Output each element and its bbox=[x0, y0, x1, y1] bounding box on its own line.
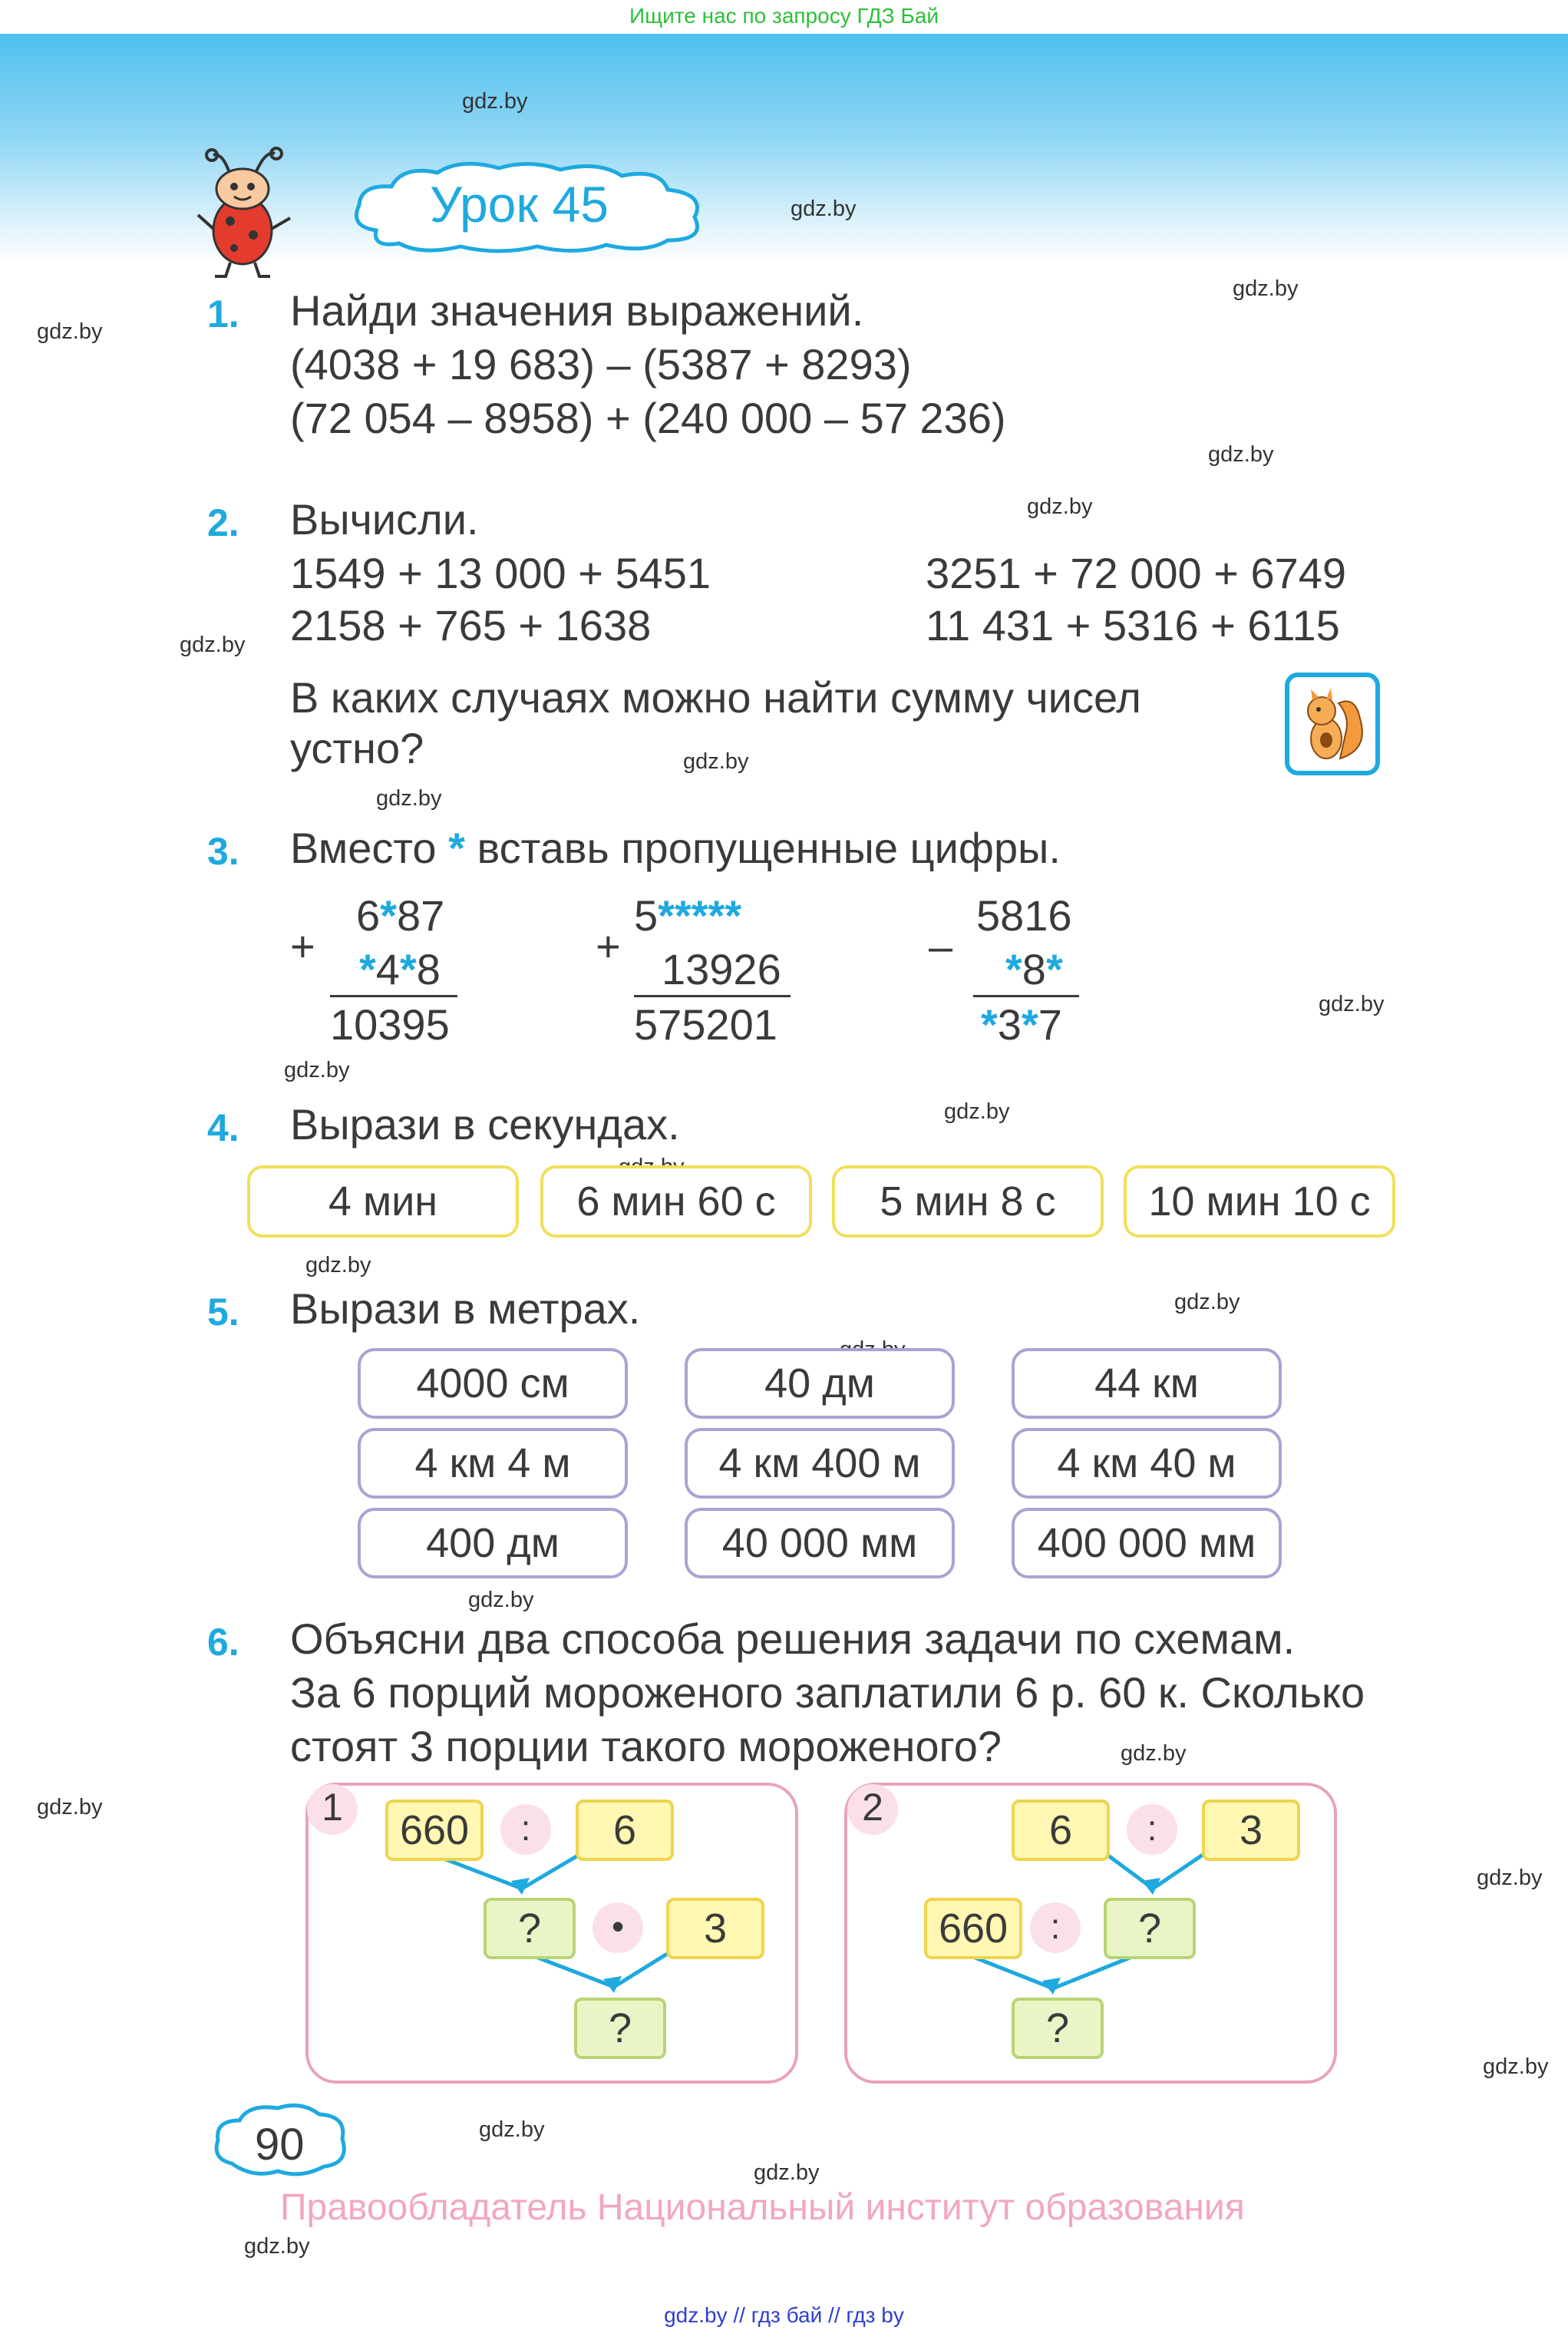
column-1-row-1: 6*87 bbox=[356, 891, 445, 940]
scheme-1-label: 1 bbox=[307, 1784, 358, 1835]
watermark: gdz.by bbox=[1483, 2054, 1549, 2079]
footer-links bbox=[0, 2303, 1568, 2328]
watermark: gdz.by bbox=[791, 197, 857, 221]
task-3-text bbox=[290, 823, 1061, 873]
watermark: gdz.by bbox=[683, 749, 749, 774]
meters-item: 40 дм bbox=[685, 1348, 955, 1419]
watermark: gdz.by bbox=[376, 786, 442, 811]
task-6-number: 6. bbox=[207, 1621, 239, 1664]
seconds-item: 6 мин 60 с bbox=[540, 1165, 812, 1238]
seconds-item: 10 мин 10 с bbox=[1124, 1165, 1395, 1238]
column-3-row-2: *8* bbox=[1005, 945, 1063, 993]
watermark: gdz.by bbox=[37, 1795, 103, 1819]
scheme-1-box-c: ? bbox=[484, 1898, 576, 1959]
watermark: gdz.by bbox=[1319, 992, 1385, 1016]
column-3-result: *3*7 bbox=[981, 1000, 1062, 1049]
task-4-text: Вырази в секундах. bbox=[290, 1100, 680, 1149]
scheme-2-box-e: ? bbox=[1012, 1998, 1104, 2059]
task-2-expression-a1: 1549 + 13 000 + 5451 bbox=[290, 549, 711, 597]
meters-item: 4000 см bbox=[358, 1348, 628, 1419]
task-2-number: 2. bbox=[207, 501, 239, 544]
task-6-line-2: За 6 порций мороженого заплатили 6 р. 60 к. Сколько bbox=[290, 1668, 1365, 1717]
lesson-title: Урок 45 bbox=[430, 176, 609, 233]
column-1-plus-sign: + bbox=[290, 922, 315, 970]
meters-item: 40 000 мм bbox=[685, 1508, 955, 1578]
task-2-expression-a2: 2158 + 765 + 1638 bbox=[290, 601, 652, 649]
watermark: gdz.by bbox=[479, 2117, 545, 2142]
watermark: gdz.by bbox=[305, 1253, 371, 1277]
scheme-2-box-d: ? bbox=[1104, 1898, 1196, 1959]
task-3-text-before: Вместо bbox=[290, 824, 437, 872]
scheme-2-box-a: 6 bbox=[1012, 1800, 1110, 1861]
task-5-text: Вырази в метрах. bbox=[290, 1284, 641, 1333]
scheme-2-box-b: 3 bbox=[1202, 1800, 1300, 1861]
watermark: gdz.by bbox=[1174, 1290, 1240, 1314]
scheme-1-operator-1: : bbox=[500, 1804, 551, 1855]
scheme-1-box-d: 3 bbox=[666, 1898, 764, 1959]
scheme-2-operator-2: : bbox=[1030, 1902, 1081, 1953]
footer-link-gdz-by-cyr[interactable]: гдз by bbox=[846, 2303, 904, 2327]
task-1-number: 1. bbox=[207, 292, 239, 335]
scheme-1-box-a: 660 bbox=[385, 1800, 484, 1861]
column-1-row-2: *4*8 bbox=[359, 945, 441, 993]
meters-item: 44 км bbox=[1012, 1348, 1282, 1419]
page-number: 90 bbox=[255, 2120, 305, 2170]
watermark: gdz.by bbox=[754, 2160, 820, 2185]
scheme-2-label: 2 bbox=[847, 1784, 898, 1835]
meters-item: 400 дм bbox=[358, 1508, 628, 1578]
watermark: gdz.by bbox=[1121, 1741, 1187, 1766]
task-6-line-3: стоят 3 порции такого мороженого? bbox=[290, 1722, 1002, 1770]
scheme-1-box-b: 6 bbox=[576, 1800, 674, 1861]
task-2-text: Вычисли. bbox=[290, 495, 479, 544]
watermark: gdz.by bbox=[1027, 494, 1093, 519]
watermark: gdz.by bbox=[284, 1058, 350, 1082]
column-2-plus-sign: + bbox=[596, 922, 621, 970]
seconds-item: 5 мин 8 с bbox=[832, 1165, 1104, 1238]
watermark: gdz.by bbox=[180, 633, 246, 657]
meters-item: 4 км 40 м bbox=[1012, 1428, 1282, 1499]
footer-separator: // bbox=[828, 2303, 840, 2327]
task-2-expression-b1: 3251 + 72 000 + 6749 bbox=[926, 549, 1347, 597]
task-3-number: 3. bbox=[207, 830, 239, 873]
watermark: gdz.by bbox=[1233, 276, 1299, 301]
squirrel-hint-icon bbox=[1285, 673, 1380, 775]
seconds-item: 4 мин bbox=[247, 1165, 519, 1238]
footer-link-gdz-by[interactable]: gdz.by bbox=[664, 2303, 728, 2327]
task-1-expression-1: (4038 + 19 683) – (5387 + 8293) bbox=[290, 340, 912, 388]
column-3-row-1: 5816 bbox=[976, 891, 1072, 940]
task-2-question-line-2: устно? bbox=[290, 724, 424, 772]
column-2-result: 575201 bbox=[634, 1000, 777, 1049]
watermark: gdz.by bbox=[944, 1099, 1010, 1124]
column-2-row-2: 13926 bbox=[662, 945, 781, 993]
column-1-result: 10395 bbox=[330, 1000, 450, 1049]
scheme-1-box-e: ? bbox=[574, 1998, 666, 2059]
footer-separator: // bbox=[733, 2303, 745, 2327]
meters-item: 4 км 4 м bbox=[358, 1428, 628, 1499]
column-2-divider bbox=[634, 995, 791, 997]
scheme-1-operator-2: • bbox=[593, 1902, 643, 1953]
column-3-divider bbox=[973, 995, 1079, 997]
scheme-2-box-c: 660 bbox=[924, 1898, 1022, 1959]
meters-item: 4 км 400 м bbox=[685, 1428, 955, 1499]
copyright-notice: Правообладатель Национальный институт образования bbox=[280, 2187, 1245, 2228]
task-4-number: 4. bbox=[207, 1106, 239, 1149]
meters-item: 400 000 мм bbox=[1012, 1508, 1282, 1578]
watermark: gdz.by bbox=[1477, 1866, 1543, 1890]
watermark: gdz.by bbox=[468, 1588, 534, 1612]
watermark: gdz.by bbox=[244, 2234, 310, 2259]
column-3-minus-sign: – bbox=[929, 922, 953, 970]
footer-link-gdz-bai[interactable]: гдз бай bbox=[751, 2303, 823, 2327]
task-2-expression-b2: 11 431 + 5316 + 6115 bbox=[926, 601, 1340, 649]
task-1-text: Найди значения выражений. bbox=[290, 286, 864, 335]
task-5-number: 5. bbox=[207, 1291, 239, 1334]
task-1-expression-2: (72 054 – 8958) + (240 000 – 57 236) bbox=[290, 394, 1006, 442]
column-2-row-1: 5***** bbox=[634, 891, 742, 940]
task-3-text-after: вставь пропущенные цифры. bbox=[477, 824, 1061, 872]
scheme-2-operator-1: : bbox=[1127, 1804, 1177, 1855]
task-6-line-1: Объясни два способа решения задачи по схемам. bbox=[290, 1615, 1296, 1663]
watermark: gdz.by bbox=[1208, 442, 1274, 467]
ladybug-mascot-icon bbox=[192, 144, 299, 279]
top-search-banner[interactable]: Ищите нас по запросу ГДЗ Бай bbox=[0, 0, 1568, 34]
star-symbol: * bbox=[448, 824, 465, 872]
watermark: gdz.by bbox=[37, 319, 103, 344]
watermark: gdz.by bbox=[462, 89, 528, 114]
task-2-question-line-1: В каких случаях можно найти сумму чисел bbox=[290, 673, 1141, 722]
column-1-divider bbox=[330, 995, 457, 997]
